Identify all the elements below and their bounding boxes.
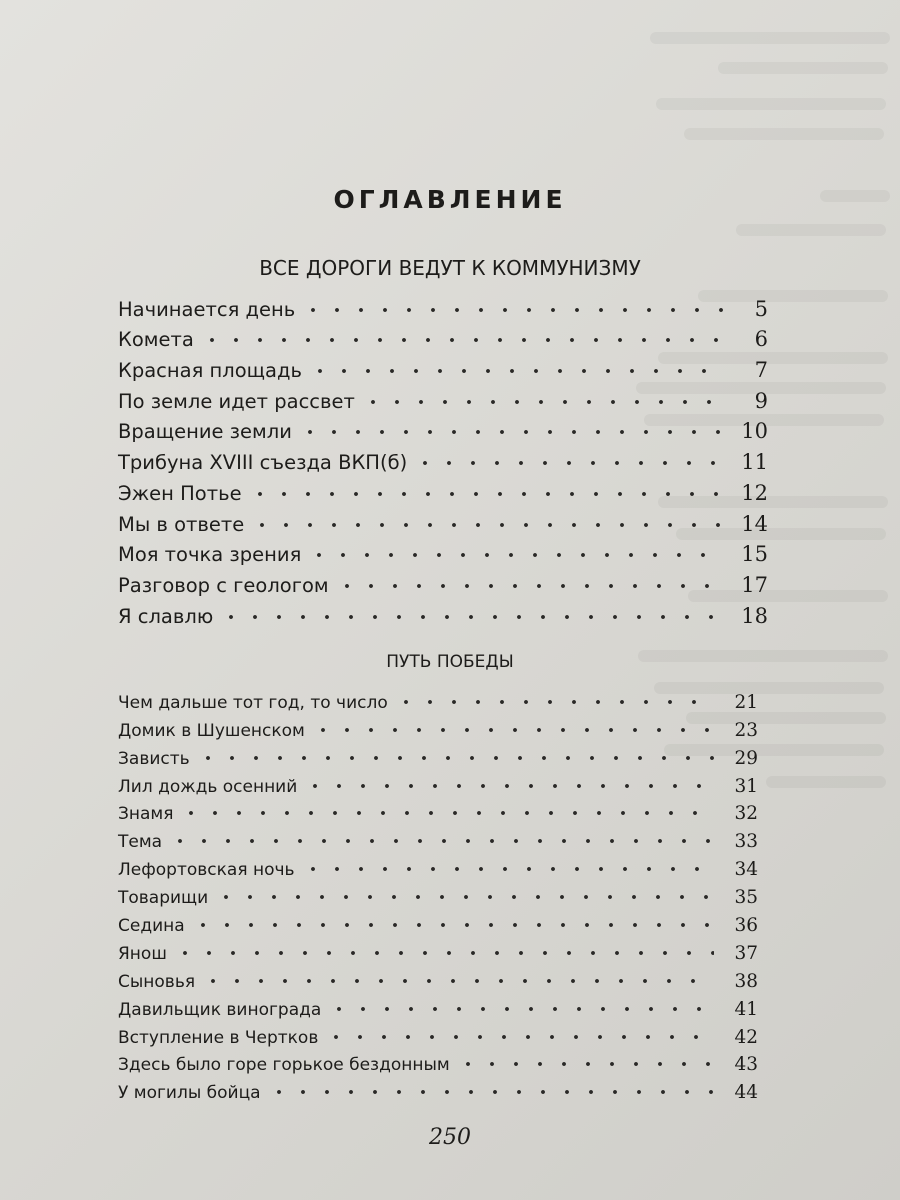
- toc-entry-page: 42: [734, 1026, 758, 1048]
- dot-leader: [308, 366, 724, 376]
- dot-leader: [267, 1087, 714, 1097]
- toc-entry-title: Комета: [118, 328, 194, 352]
- toc-entry: [118, 992, 758, 1020]
- toc-entry: [118, 964, 758, 992]
- toc-entry-title: Чем дальше тот год, то число: [118, 692, 388, 713]
- dot-leader: [196, 753, 714, 763]
- toc-entry-page: 5: [754, 296, 768, 321]
- toc-entry-title: Разговор с геологом: [118, 573, 329, 597]
- dot-leader: [248, 489, 724, 499]
- dot-leader: [301, 305, 724, 315]
- dot-leader: [456, 1059, 714, 1069]
- toc-entry-page: 10: [741, 419, 768, 444]
- toc-entry: [118, 880, 758, 908]
- dot-leader: [394, 697, 714, 707]
- toc-entry-page: 38: [734, 970, 758, 992]
- toc-entry-title: Трибуна XVIII съезда ВКП(б): [118, 451, 408, 475]
- toc-entry: [118, 413, 768, 444]
- dot-leader: [335, 581, 724, 591]
- dot-leader: [301, 864, 714, 874]
- dot-leader: [303, 781, 714, 791]
- toc-entry-title: Знамя: [118, 804, 174, 825]
- dot-leader: [413, 458, 724, 468]
- toc-entry-page: 18: [741, 603, 768, 628]
- toc-entry: [118, 566, 768, 597]
- dot-leader: [311, 725, 714, 735]
- dot-leader: [324, 1032, 714, 1042]
- toc-entry: [118, 852, 758, 880]
- dot-leader: [173, 948, 714, 958]
- toc-entry-page: 15: [741, 542, 768, 567]
- toc-entry-title: Вступление в Чертков: [118, 1027, 319, 1048]
- toc-entry-title: Седина: [118, 916, 185, 937]
- toc-entry: [118, 597, 768, 628]
- toc-entry: [118, 351, 768, 382]
- toc-entry-page: 34: [734, 859, 758, 881]
- toc-entry-title: Товарищи: [118, 888, 209, 909]
- toc-entry-title: Зависть: [118, 748, 190, 769]
- toc-entry-page: 9: [754, 388, 768, 413]
- dot-leader: [250, 520, 724, 530]
- toc-entry-title: Начинается день: [118, 297, 296, 321]
- toc-entry-title: Тема: [118, 832, 163, 853]
- toc-entry-title: Лефортовская ночь: [118, 860, 295, 881]
- toc-entry: [118, 290, 768, 321]
- toc-entry: [118, 1075, 758, 1103]
- toc-entry-page: 37: [734, 942, 758, 964]
- dot-leader: [219, 612, 724, 622]
- toc-entry: [118, 936, 758, 964]
- dot-leader: [298, 427, 724, 437]
- toc-entry: [118, 685, 758, 713]
- toc-entry-page: 33: [734, 831, 758, 853]
- toc-entry-page: 29: [734, 747, 758, 769]
- section-title: ПУТЬ ПОБЕДЫ: [386, 652, 514, 672]
- toc-entry-title: Мы в ответе: [118, 512, 245, 536]
- toc-entry-title: У могилы бойца: [118, 1083, 261, 1104]
- toc-entry-page: 7: [754, 358, 768, 383]
- toc-entry: [118, 321, 768, 352]
- toc-entry-title: Эжен Потье: [118, 481, 242, 505]
- toc-entry: [118, 824, 758, 852]
- toc-entry: [118, 505, 768, 536]
- toc-entry-page: 31: [734, 775, 758, 797]
- toc-entry-page: 12: [741, 480, 768, 505]
- toc-entry-title: Домик в Шушенском: [118, 720, 305, 741]
- page-heading: ОГЛАВЛЕНИЕ: [333, 185, 567, 214]
- toc-entry-page: 35: [734, 887, 758, 909]
- toc-entry-title: Сыновья: [118, 971, 196, 992]
- dot-leader: [200, 335, 724, 345]
- page-number: 250: [429, 1125, 471, 1150]
- toc-entry: [118, 741, 758, 769]
- toc-section-2: [118, 685, 758, 1103]
- toc-entry-title: Давильщик винограда: [118, 999, 322, 1020]
- toc-entry-page: 14: [741, 511, 768, 536]
- dot-leader: [307, 550, 724, 560]
- toc-entry-title: Здесь было горе горькое бездонным: [118, 1055, 450, 1076]
- toc-entry: [118, 536, 768, 567]
- toc-entry-title: По земле идет рассвет: [118, 389, 355, 413]
- toc-entry: [118, 908, 758, 936]
- toc-entry-page: 41: [734, 998, 758, 1020]
- toc-entry-page: 17: [741, 572, 768, 597]
- toc-entry: [118, 1020, 758, 1048]
- toc-entry-page: 44: [734, 1082, 758, 1104]
- toc-entry-page: 23: [734, 719, 758, 741]
- dot-leader: [191, 920, 714, 930]
- toc-section-1: [118, 290, 768, 628]
- toc-entry: [118, 382, 768, 413]
- toc-entry-title: Моя точка зрения: [118, 543, 302, 567]
- section-title: ВСЕ ДОРОГИ ВЕДУТ К КОММУНИЗМУ: [259, 256, 641, 280]
- toc-entry: [118, 474, 768, 505]
- toc-entry-page: 6: [754, 327, 768, 352]
- toc-entry-page: 11: [741, 450, 768, 475]
- dot-leader: [361, 397, 724, 407]
- dot-leader: [201, 976, 714, 986]
- toc-entry-title: Янош: [118, 943, 167, 964]
- toc-entry-title: Я славлю: [118, 604, 214, 628]
- toc-entry-title: Красная площадь: [118, 359, 302, 383]
- toc-entry-page: 21: [734, 691, 758, 713]
- dot-leader: [168, 836, 714, 846]
- toc-entry: [118, 713, 758, 741]
- dot-leader: [179, 808, 714, 818]
- dot-leader: [327, 1004, 714, 1014]
- toc-entry: [118, 769, 758, 797]
- dot-leader: [214, 892, 714, 902]
- toc-entry: [118, 443, 768, 474]
- toc-entry-page: 32: [734, 803, 758, 825]
- toc-entry: [118, 797, 758, 825]
- toc-entry-title: Вращение земли: [118, 420, 292, 444]
- toc-entry-page: 43: [734, 1054, 758, 1076]
- toc-entry: [118, 1048, 758, 1076]
- toc-entry-title: Лил дождь осенний: [118, 776, 298, 797]
- toc-entry-page: 36: [734, 915, 758, 937]
